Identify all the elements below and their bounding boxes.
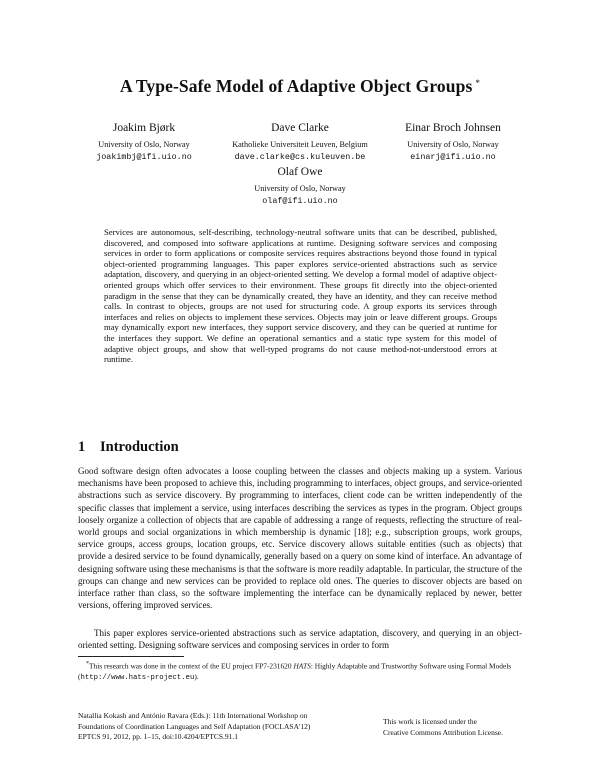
author-email[interactable]: dave.clarke@cs.kuleuven.be bbox=[234, 152, 366, 162]
author-block bbox=[235, 166, 365, 208]
license-line[interactable]: Creative Commons Attribution License. bbox=[383, 727, 503, 737]
footnote-divider bbox=[78, 656, 184, 657]
author-block bbox=[216, 122, 384, 164]
section-number: 1 bbox=[78, 439, 86, 455]
publication-info bbox=[78, 711, 360, 743]
footnote: *This research was done in the context of the EU project FP7-231620 HATS: Highly Adaptable and Trustworthy Software using Formal Models (http://www.hats-project.eu). bbox=[78, 661, 512, 683]
license-line: This work is licensed under the bbox=[383, 717, 477, 726]
body-paragraph: Good software design often advocates a loose coupling between the classes and objects making up a system. Various mechanisms have been proposed to achieve this, including programming to interfaces, object groups, and service-oriented abstractions such as service discovery. By programming to interfaces, client code can be written independently of the specific classes that implement a service, using interfaces describing the services as types in the program. Object groups loosely organize a collection of objects that are capable of addressing a range of requests, reflecting the structure of real-world groups and social organizations in which membership is dynamic [18]; e.g., subscription groups, work groups, service groups, access groups, location groups, etc. Service discovery allows suitable entities (such as objects) that provide a desired service to be found dynamically, generally based on a query on some kind of interface. An advantage of designing software using these mechanisms is that the software is more readily adaptable. In particular, the structure of the groups can change and new services can be provided to replace old ones. The queries to discover objects are based on interface rather than class, so the software implementing the interface can be dynamically replaced by newer, better versions, offering improved services. bbox=[78, 466, 522, 611]
publication-line: Natallia Kokash and António Ravara (Eds.): 11th International Workshop on bbox=[78, 711, 308, 720]
author-email[interactable]: olaf@ifi.uio.no bbox=[262, 196, 338, 206]
title-footnote-mark: * bbox=[475, 78, 480, 88]
author-block bbox=[385, 122, 521, 164]
author-name: Einar Broch Johnsen bbox=[405, 122, 501, 134]
author-affiliation: University of Oslo, Norway bbox=[407, 140, 499, 149]
author-affiliation: University of Oslo, Norway bbox=[98, 140, 190, 149]
project-name: HATS bbox=[293, 661, 311, 671]
author-name: Joakim Bjørk bbox=[112, 122, 176, 134]
publication-line: EPTCS 91, 2012, pp. 1–15, doi:10.4204/EPTCS.91.1 bbox=[78, 732, 239, 741]
author-affiliation: University of Oslo, Norway bbox=[254, 184, 346, 193]
author-block bbox=[81, 122, 207, 164]
body-paragraph: This paper explores service-oriented abstractions such as service adaptation, discovery, and querying in an object-oriented setting. Designing software services and composing services in order to form bbox=[78, 628, 522, 651]
license-info bbox=[383, 717, 543, 738]
author-email[interactable]: joakimbj@ifi.uio.no bbox=[96, 152, 192, 162]
abstract: Services are autonomous, self-describing, technology-neutral software units that can be described, published, discovered, and composed into software applications at runtime. Designing software services and composing services in order to form applications or composite services requires abstractions beyond those found in typical object-oriented programming languages. This paper explores service-oriented abstractions such as service adaptation, discovery, and querying in an object-oriented setting. We develop a formal model of adaptive object-oriented groups which offer services to their environment. These groups fit directly into the object-oriented paradigm in the sense that they can be dynamically created, they have an identity, and they can receive method calls. In contrast to objects, groups are not used for structuring code. A group exports its services through interfaces and relies on objects to implement these services. Objects may join or leave different groups. Groups may dynamically export new interfaces, they support service discovery, and they can be queried at runtime for the interfaces they support. We define an operational semantics and a static type system for this model of adaptive object groups, and show that well-typed programs do not cause method-not-understood errors at runtime. bbox=[104, 227, 497, 365]
footnote-mark: * bbox=[86, 661, 89, 667]
author-affiliation: Katholieke Universiteit Leuven, Belgium bbox=[232, 140, 368, 149]
author-name: Dave Clarke bbox=[271, 122, 329, 134]
section-heading bbox=[78, 439, 179, 456]
author-email[interactable]: einarj@ifi.uio.no bbox=[410, 152, 496, 162]
author-name: Olaf Owe bbox=[277, 166, 323, 178]
publication-line: Foundations of Coordination Languages and Self Adaptation (FOCLASA'12) bbox=[78, 721, 311, 731]
footnote-url[interactable]: http://www.hats-project.eu bbox=[80, 674, 195, 683]
section-title: Introduction bbox=[100, 439, 179, 455]
paper-title: A Type-Safe Model of Adaptive Object Groups * bbox=[120, 76, 480, 96]
